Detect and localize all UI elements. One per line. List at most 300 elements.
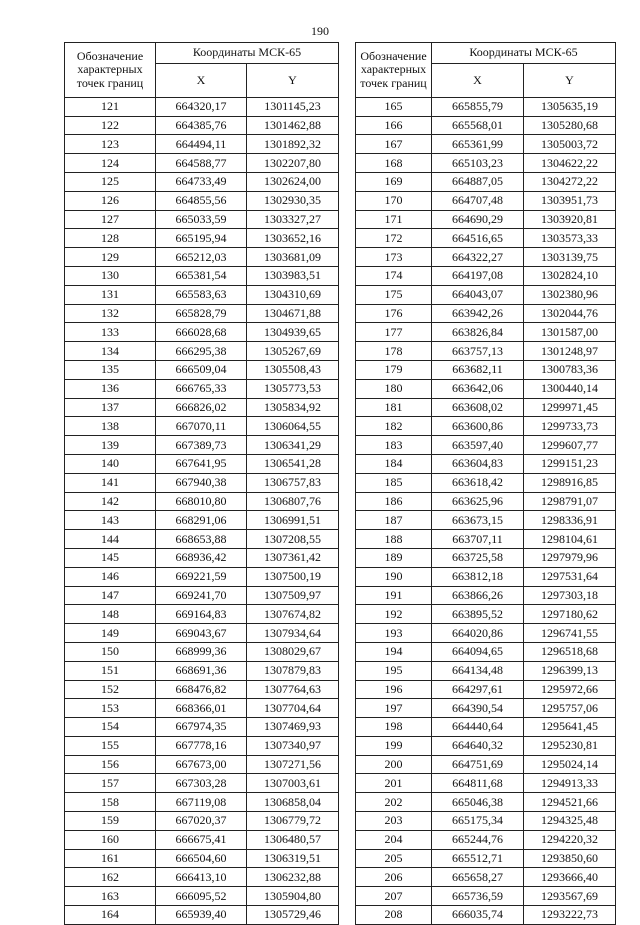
table-row (356, 248, 616, 267)
x-coordinate-cell: 669164,83 (156, 605, 247, 624)
point-number-cell: 149 (65, 624, 156, 643)
y-coordinate-cell: 1307500,19 (247, 567, 339, 586)
point-number-cell: 197 (356, 699, 432, 718)
x-coordinate-cell: 667641,95 (156, 454, 247, 473)
x-coordinate-cell: 669043,67 (156, 624, 247, 643)
table-row (65, 304, 339, 323)
point-number-cell: 161 (65, 849, 156, 868)
x-coordinate-cell: 665828,79 (156, 304, 247, 323)
header-x-label: X (432, 63, 524, 97)
x-coordinate-cell: 667070,11 (156, 417, 247, 436)
x-coordinate-cell: 667673,00 (156, 755, 247, 774)
point-number-cell: 167 (356, 135, 432, 154)
y-coordinate-cell: 1301145,23 (247, 97, 339, 116)
table-row (356, 323, 616, 342)
header-coords-label: Координаты МСК-65 (156, 43, 339, 64)
point-number-cell: 172 (356, 229, 432, 248)
table-row (356, 379, 616, 398)
y-coordinate-cell: 1306480,57 (247, 830, 339, 849)
point-number-cell: 175 (356, 285, 432, 304)
y-coordinate-cell: 1305003,72 (524, 135, 616, 154)
table-row (356, 699, 616, 718)
y-coordinate-cell: 1296399,13 (524, 661, 616, 680)
point-number-cell: 177 (356, 323, 432, 342)
y-coordinate-cell: 1305267,69 (247, 342, 339, 361)
y-coordinate-cell: 1304622,22 (524, 154, 616, 173)
point-number-cell: 193 (356, 624, 432, 643)
y-coordinate-cell: 1306757,83 (247, 473, 339, 492)
table-row (356, 191, 616, 210)
table-row (65, 718, 339, 737)
x-coordinate-cell: 667974,35 (156, 718, 247, 737)
x-coordinate-cell: 667389,73 (156, 436, 247, 455)
y-coordinate-cell: 1295230,81 (524, 736, 616, 755)
point-number-cell: 130 (65, 266, 156, 285)
y-coordinate-cell: 1301892,32 (247, 135, 339, 154)
table-row (65, 473, 339, 492)
x-coordinate-cell: 668936,42 (156, 548, 247, 567)
point-number-cell: 201 (356, 774, 432, 793)
table-row (356, 266, 616, 285)
table-row (356, 548, 616, 567)
header-point-label: Обозначение характерных точек границ (356, 43, 432, 98)
coordinates-table-left (64, 42, 339, 925)
table-row (65, 530, 339, 549)
y-coordinate-cell: 1306232,88 (247, 868, 339, 887)
y-coordinate-cell: 1304939,65 (247, 323, 339, 342)
x-coordinate-cell: 667119,08 (156, 793, 247, 812)
y-coordinate-cell: 1302930,35 (247, 191, 339, 210)
x-coordinate-cell: 665212,03 (156, 248, 247, 267)
point-number-cell: 200 (356, 755, 432, 774)
x-coordinate-cell: 664385,76 (156, 116, 247, 135)
y-coordinate-cell: 1294913,33 (524, 774, 616, 793)
point-number-cell: 138 (65, 417, 156, 436)
table-row (65, 492, 339, 511)
y-coordinate-cell: 1294220,32 (524, 830, 616, 849)
y-coordinate-cell: 1307704,64 (247, 699, 339, 718)
x-coordinate-cell: 665195,94 (156, 229, 247, 248)
y-coordinate-cell: 1303951,73 (524, 191, 616, 210)
x-coordinate-cell: 666095,52 (156, 887, 247, 906)
table-row (65, 172, 339, 191)
y-coordinate-cell: 1300783,36 (524, 360, 616, 379)
x-coordinate-cell: 663812,18 (432, 567, 524, 586)
table-row (356, 530, 616, 549)
x-coordinate-cell: 664494,11 (156, 135, 247, 154)
point-number-cell: 150 (65, 642, 156, 661)
x-coordinate-cell: 663608,02 (432, 398, 524, 417)
point-number-cell: 158 (65, 793, 156, 812)
table-row (65, 360, 339, 379)
table-row (356, 229, 616, 248)
point-number-cell: 185 (356, 473, 432, 492)
table-row (65, 868, 339, 887)
x-coordinate-cell: 666028,68 (156, 323, 247, 342)
y-coordinate-cell: 1306319,51 (247, 849, 339, 868)
y-coordinate-cell: 1306541,28 (247, 454, 339, 473)
table-row (65, 398, 339, 417)
y-coordinate-cell: 1293850,60 (524, 849, 616, 868)
table-row (356, 492, 616, 511)
table-row (356, 135, 616, 154)
point-number-cell: 208 (356, 906, 432, 925)
y-coordinate-cell: 1307764,63 (247, 680, 339, 699)
y-coordinate-cell: 1294521,66 (524, 793, 616, 812)
x-coordinate-cell: 665033,59 (156, 210, 247, 229)
y-coordinate-cell: 1307879,83 (247, 661, 339, 680)
x-coordinate-cell: 663895,52 (432, 605, 524, 624)
point-number-cell: 168 (356, 154, 432, 173)
point-number-cell: 199 (356, 736, 432, 755)
y-coordinate-cell: 1307340,97 (247, 736, 339, 755)
y-coordinate-cell: 1298791,07 (524, 492, 616, 511)
y-coordinate-cell: 1296741,55 (524, 624, 616, 643)
x-coordinate-cell: 664690,29 (432, 210, 524, 229)
table-row (65, 248, 339, 267)
x-coordinate-cell: 663600,86 (432, 417, 524, 436)
table-row (356, 624, 616, 643)
header-y-label: Y (524, 63, 616, 97)
point-number-cell: 123 (65, 135, 156, 154)
y-coordinate-cell: 1305834,92 (247, 398, 339, 417)
point-number-cell: 169 (356, 172, 432, 191)
point-number-cell: 205 (356, 849, 432, 868)
y-coordinate-cell: 1295972,66 (524, 680, 616, 699)
point-number-cell: 155 (65, 736, 156, 755)
y-coordinate-cell: 1301587,00 (524, 323, 616, 342)
point-number-cell: 134 (65, 342, 156, 361)
point-number-cell: 204 (356, 830, 432, 849)
table-row (65, 887, 339, 906)
table-row (356, 116, 616, 135)
point-number-cell: 136 (65, 379, 156, 398)
y-coordinate-cell: 1307674,82 (247, 605, 339, 624)
point-number-cell: 156 (65, 755, 156, 774)
y-coordinate-cell: 1306807,76 (247, 492, 339, 511)
point-number-cell: 135 (65, 360, 156, 379)
point-number-cell: 157 (65, 774, 156, 793)
y-coordinate-cell: 1303920,81 (524, 210, 616, 229)
point-number-cell: 137 (65, 398, 156, 417)
x-coordinate-cell: 667940,38 (156, 473, 247, 492)
table-row (65, 680, 339, 699)
x-coordinate-cell: 663625,96 (432, 492, 524, 511)
table-row (65, 154, 339, 173)
x-coordinate-cell: 666035,74 (432, 906, 524, 925)
y-coordinate-cell: 1299971,45 (524, 398, 616, 417)
table-row (65, 285, 339, 304)
x-coordinate-cell: 669221,59 (156, 567, 247, 586)
point-number-cell: 181 (356, 398, 432, 417)
table-row (356, 887, 616, 906)
x-coordinate-cell: 664320,17 (156, 97, 247, 116)
x-coordinate-cell: 664751,69 (432, 755, 524, 774)
table-row (65, 323, 339, 342)
x-coordinate-cell: 665568,01 (432, 116, 524, 135)
y-coordinate-cell: 1297979,96 (524, 548, 616, 567)
y-coordinate-cell: 1302824,10 (524, 266, 616, 285)
x-coordinate-cell: 664134,48 (432, 661, 524, 680)
x-coordinate-cell: 664440,64 (432, 718, 524, 737)
table-row (356, 661, 616, 680)
table-row (65, 229, 339, 248)
x-coordinate-cell: 664322,27 (432, 248, 524, 267)
table-row (356, 304, 616, 323)
point-number-cell: 186 (356, 492, 432, 511)
x-coordinate-cell: 666509,04 (156, 360, 247, 379)
x-coordinate-cell: 669241,70 (156, 586, 247, 605)
table-row (356, 285, 616, 304)
table-row (356, 793, 616, 812)
y-coordinate-cell: 1307208,55 (247, 530, 339, 549)
point-number-cell: 207 (356, 887, 432, 906)
x-coordinate-cell: 666675,41 (156, 830, 247, 849)
table-row (65, 191, 339, 210)
y-coordinate-cell: 1301462,88 (247, 116, 339, 135)
table-row (356, 774, 616, 793)
x-coordinate-cell: 663642,06 (432, 379, 524, 398)
y-coordinate-cell: 1305635,19 (524, 97, 616, 116)
y-coordinate-cell: 1306858,04 (247, 793, 339, 812)
table-row (65, 812, 339, 831)
table-row (356, 567, 616, 586)
point-number-cell: 144 (65, 530, 156, 549)
point-number-cell: 142 (65, 492, 156, 511)
table-row (65, 699, 339, 718)
x-coordinate-cell: 665103,23 (432, 154, 524, 173)
y-coordinate-cell: 1305280,68 (524, 116, 616, 135)
x-coordinate-cell: 665736,59 (432, 887, 524, 906)
y-coordinate-cell: 1303573,33 (524, 229, 616, 248)
point-number-cell: 184 (356, 454, 432, 473)
x-coordinate-cell: 668291,06 (156, 511, 247, 530)
point-number-cell: 148 (65, 605, 156, 624)
table-row (65, 906, 339, 925)
table-row (65, 624, 339, 643)
y-coordinate-cell: 1303681,09 (247, 248, 339, 267)
x-coordinate-cell: 665046,38 (432, 793, 524, 812)
x-coordinate-cell: 663707,11 (432, 530, 524, 549)
y-coordinate-cell: 1301248,97 (524, 342, 616, 361)
x-coordinate-cell: 664094,65 (432, 642, 524, 661)
y-coordinate-cell: 1302624,00 (247, 172, 339, 191)
y-coordinate-cell: 1304671,88 (247, 304, 339, 323)
table-row (65, 97, 339, 116)
table-row (65, 736, 339, 755)
x-coordinate-cell: 664855,56 (156, 191, 247, 210)
table-row (356, 868, 616, 887)
point-number-cell: 126 (65, 191, 156, 210)
y-coordinate-cell: 1307003,61 (247, 774, 339, 793)
y-coordinate-cell: 1305904,80 (247, 887, 339, 906)
table-row (356, 97, 616, 116)
x-coordinate-cell: 668653,88 (156, 530, 247, 549)
table-row (356, 210, 616, 229)
point-number-cell: 145 (65, 548, 156, 567)
point-number-cell: 182 (356, 417, 432, 436)
y-coordinate-cell: 1295641,45 (524, 718, 616, 737)
table-row (356, 642, 616, 661)
table-row (65, 548, 339, 567)
x-coordinate-cell: 665361,99 (432, 135, 524, 154)
point-number-cell: 152 (65, 680, 156, 699)
header-y-label: Y (247, 63, 339, 97)
table-row (356, 605, 616, 624)
y-coordinate-cell: 1303652,16 (247, 229, 339, 248)
y-coordinate-cell: 1306341,29 (247, 436, 339, 455)
table-row (65, 661, 339, 680)
point-number-cell: 124 (65, 154, 156, 173)
y-coordinate-cell: 1293666,40 (524, 868, 616, 887)
point-number-cell: 125 (65, 172, 156, 191)
point-number-cell: 121 (65, 97, 156, 116)
x-coordinate-cell: 667020,37 (156, 812, 247, 831)
y-coordinate-cell: 1307271,56 (247, 755, 339, 774)
y-coordinate-cell: 1302044,76 (524, 304, 616, 323)
y-coordinate-cell: 1298104,61 (524, 530, 616, 549)
point-number-cell: 173 (356, 248, 432, 267)
y-coordinate-cell: 1306779,72 (247, 812, 339, 831)
x-coordinate-cell: 664887,05 (432, 172, 524, 191)
point-number-cell: 139 (65, 436, 156, 455)
point-number-cell: 196 (356, 680, 432, 699)
table-row (65, 342, 339, 361)
point-number-cell: 203 (356, 812, 432, 831)
x-coordinate-cell: 668476,82 (156, 680, 247, 699)
point-number-cell: 183 (356, 436, 432, 455)
point-number-cell: 162 (65, 868, 156, 887)
x-coordinate-cell: 668010,80 (156, 492, 247, 511)
point-number-cell: 165 (356, 97, 432, 116)
y-coordinate-cell: 1302207,80 (247, 154, 339, 173)
point-number-cell: 191 (356, 586, 432, 605)
table-row (65, 379, 339, 398)
x-coordinate-cell: 663682,11 (432, 360, 524, 379)
table-row (356, 398, 616, 417)
point-number-cell: 140 (65, 454, 156, 473)
point-number-cell: 131 (65, 285, 156, 304)
x-coordinate-cell: 664733,49 (156, 172, 247, 191)
x-coordinate-cell: 665939,40 (156, 906, 247, 925)
y-coordinate-cell: 1293567,69 (524, 887, 616, 906)
x-coordinate-cell: 664297,61 (432, 680, 524, 699)
point-number-cell: 202 (356, 793, 432, 812)
table-row (356, 755, 616, 774)
point-number-cell: 163 (65, 887, 156, 906)
y-coordinate-cell: 1298336,91 (524, 511, 616, 530)
y-coordinate-cell: 1297531,64 (524, 567, 616, 586)
x-coordinate-cell: 663618,42 (432, 473, 524, 492)
table-row (65, 586, 339, 605)
x-coordinate-cell: 665512,71 (432, 849, 524, 868)
x-coordinate-cell: 664707,48 (432, 191, 524, 210)
table-row (356, 849, 616, 868)
y-coordinate-cell: 1307509,97 (247, 586, 339, 605)
x-coordinate-cell: 665244,76 (432, 830, 524, 849)
x-coordinate-cell: 665855,79 (432, 97, 524, 116)
x-coordinate-cell: 666504,60 (156, 849, 247, 868)
table-row (65, 642, 339, 661)
y-coordinate-cell: 1306991,51 (247, 511, 339, 530)
y-coordinate-cell: 1304310,69 (247, 285, 339, 304)
table-row (356, 360, 616, 379)
y-coordinate-cell: 1303983,51 (247, 266, 339, 285)
table-row (65, 830, 339, 849)
table-row (356, 436, 616, 455)
table-row (356, 830, 616, 849)
x-coordinate-cell: 664020,86 (432, 624, 524, 643)
x-coordinate-cell: 664390,54 (432, 699, 524, 718)
table-row (356, 736, 616, 755)
point-number-cell: 179 (356, 360, 432, 379)
x-coordinate-cell: 664811,68 (432, 774, 524, 793)
table-row (65, 436, 339, 455)
x-coordinate-cell: 666826,02 (156, 398, 247, 417)
x-coordinate-cell: 666295,38 (156, 342, 247, 361)
y-coordinate-cell: 1303327,27 (247, 210, 339, 229)
table-row (65, 567, 339, 586)
table-row (65, 849, 339, 868)
y-coordinate-cell: 1294325,48 (524, 812, 616, 831)
x-coordinate-cell: 664640,32 (432, 736, 524, 755)
table-row (65, 774, 339, 793)
point-number-cell: 132 (65, 304, 156, 323)
point-number-cell: 195 (356, 661, 432, 680)
y-coordinate-cell: 1307469,93 (247, 718, 339, 737)
point-number-cell: 147 (65, 586, 156, 605)
y-coordinate-cell: 1303139,75 (524, 248, 616, 267)
table-row (356, 172, 616, 191)
table-row (65, 454, 339, 473)
header-coords-label: Координаты МСК-65 (432, 43, 616, 64)
point-number-cell: 187 (356, 511, 432, 530)
y-coordinate-cell: 1305773,53 (247, 379, 339, 398)
header-point-label: Обозначение характерных точек границ (65, 43, 156, 98)
y-coordinate-cell: 1299151,23 (524, 454, 616, 473)
point-number-cell: 143 (65, 511, 156, 530)
point-number-cell: 180 (356, 379, 432, 398)
x-coordinate-cell: 663604,83 (432, 454, 524, 473)
point-number-cell: 171 (356, 210, 432, 229)
page-number: 190 (311, 24, 329, 38)
x-coordinate-cell: 663597,40 (432, 436, 524, 455)
coordinates-table-right (355, 42, 616, 925)
x-coordinate-cell: 664197,08 (432, 266, 524, 285)
y-coordinate-cell: 1304272,22 (524, 172, 616, 191)
x-coordinate-cell: 666413,10 (156, 868, 247, 887)
table-row (65, 511, 339, 530)
table-row (65, 417, 339, 436)
table-row (65, 755, 339, 774)
point-number-cell: 127 (65, 210, 156, 229)
point-number-cell: 128 (65, 229, 156, 248)
point-number-cell: 188 (356, 530, 432, 549)
y-coordinate-cell: 1308029,67 (247, 642, 339, 661)
point-number-cell: 153 (65, 699, 156, 718)
x-coordinate-cell: 665175,34 (432, 812, 524, 831)
y-coordinate-cell: 1300440,14 (524, 379, 616, 398)
y-coordinate-cell: 1297303,18 (524, 586, 616, 605)
table-row (65, 793, 339, 812)
table-row (65, 210, 339, 229)
y-coordinate-cell: 1299733,73 (524, 417, 616, 436)
point-number-cell: 189 (356, 548, 432, 567)
table-row (356, 718, 616, 737)
x-coordinate-cell: 663866,26 (432, 586, 524, 605)
x-coordinate-cell: 663725,58 (432, 548, 524, 567)
point-number-cell: 166 (356, 116, 432, 135)
